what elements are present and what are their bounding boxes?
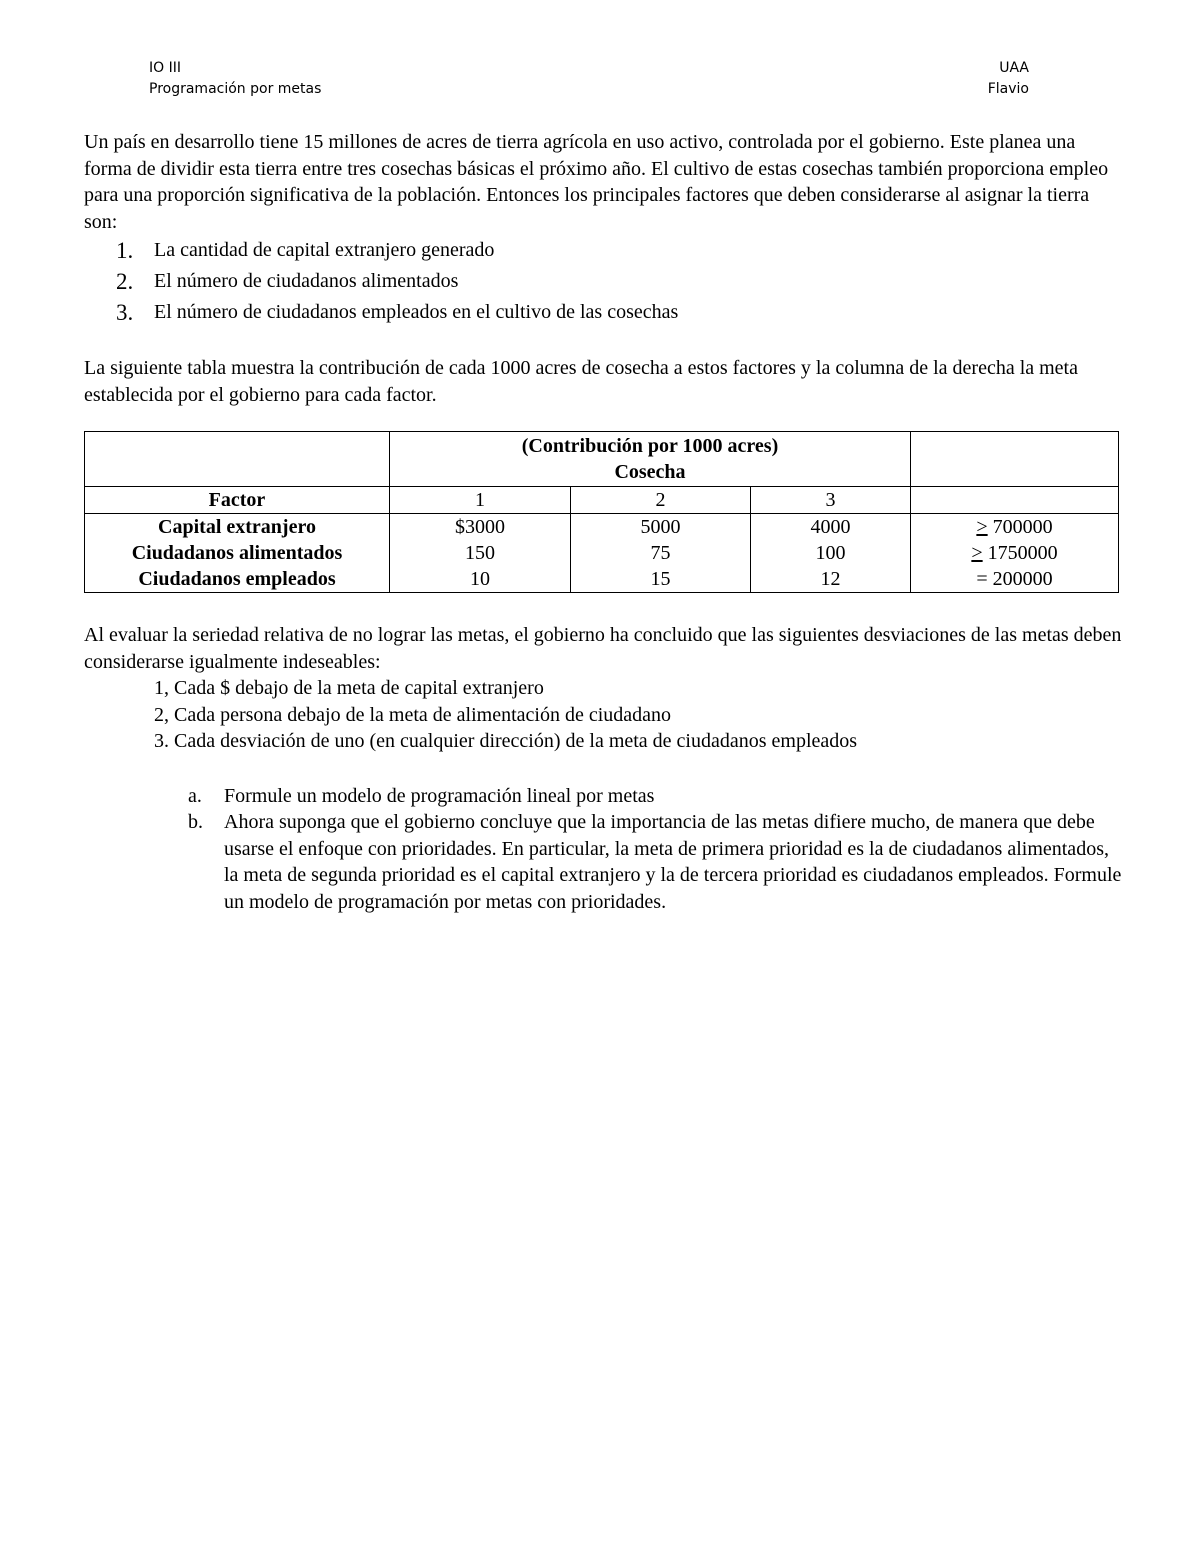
table-cell: 100 [751,540,911,566]
row-factor: Capital extranjero [85,514,390,541]
question-text: Ahora suponga que el gobierno concluye que la importancia de las metas difiere mucho, de manera que debe usarse el enfoque con prioridades. En particular, la meta de primera prioridad es la de ciudadanos alimentados, la meta de segunda prioridad es el capital extranjero y la de tercera prioridad es ciudadanos empleados. Formule un modelo de programación por metas con prioridades. [224,811,1122,913]
table-cell: 5000 [571,514,751,541]
goal-symbol: > [971,542,983,564]
list-text: La cantidad de capital extranjero generado [154,239,495,261]
table-cell: 150 [390,540,571,566]
question-list [84,783,1124,916]
list-number: 2. [116,269,134,294]
goal-value: 200000 [987,568,1053,590]
group-header-line1: (Contribución por 1000 acres) [521,435,779,457]
table-empty-cell [85,432,390,487]
table-row [85,514,1119,541]
table-group-header [390,432,911,487]
course-name: IO III [149,60,181,76]
question-item [84,809,1124,915]
topic-name: Programación por metas [149,81,322,97]
list-item [84,235,1124,266]
list-item [84,297,1124,328]
intro-paragraph: Un país en desarrollo tiene 15 millones de acres de tierra agrícola en uso activo, controlada por el gobierno. Este planea una forma de dividir esta tierra entre tres cosechas básicas el próximo año. El cultivo de estas cosechas también proporciona empleo para una proporción significativa de la población. Entonces los principales factores que deben considerarse al asignar la tierra son: [84,131,1109,233]
list-number: 1. [116,238,134,263]
list-number: 3. [116,300,134,325]
table-row [85,566,1119,593]
table-cell: 4000 [751,514,911,541]
list-item: 2, Cada persona debajo de la meta de alimentación de ciudadano [154,703,672,726]
question-text: Formule un modelo de programación lineal por metas [224,784,655,807]
table-cell: 10 [390,566,571,593]
row-factor: Ciudadanos alimentados [85,540,390,566]
goal-cell [911,514,1119,541]
table-empty-cell [911,432,1119,487]
question-label: a. [188,784,202,807]
list-text: El número de ciudadanos alimentados [154,270,459,292]
goal-header [911,487,1119,514]
document-body [84,129,1124,915]
row-factor: Ciudadanos empleados [85,566,390,593]
list-text: El número de ciudadanos empleados en el cultivo de las cosechas [154,301,679,323]
list-item: 3. Cada desviación de uno (en cualquier dirección) de la meta de ciudadanos empleados [154,730,858,752]
table-cell: 12 [751,566,911,593]
goal-value: 1750000 [982,542,1058,564]
factor-header: Factor [85,487,390,514]
table-cell: 15 [571,566,751,593]
goal-symbol: > [976,516,988,538]
goal-symbol: = [976,568,988,590]
table-intro: La siguiente tabla muestra la contribución de cada 1000 acres de cosecha a estos factores y la columna de la derecha la meta establecida por el gobierno para cada factor. [84,357,1078,406]
group-header-line2: Cosecha [614,461,686,483]
factor-list [84,235,1124,328]
page-header [149,58,1029,100]
crop-header: 1 [390,487,571,514]
table-row [85,540,1119,566]
list-item: 1, Cada $ debajo de la meta de capital extranjero [154,677,544,699]
goal-value: 700000 [987,516,1053,538]
deviation-intro: Al evaluar la seriedad relativa de no lograr las metas, el gobierno ha concluido que las siguientes desviaciones de las metas deben considerarse igualmente indeseables: [84,624,1122,673]
table-cell: 75 [571,540,751,566]
goal-cell [911,566,1119,593]
deviation-list [84,675,1124,755]
contribution-table [84,431,1119,593]
table-cell: $3000 [390,514,571,541]
author-name: Flavio [987,81,1029,97]
crop-header: 3 [751,487,911,514]
institution: UAA [999,60,1029,76]
crop-header: 2 [571,487,751,514]
goal-cell [911,540,1119,566]
list-item [84,266,1124,297]
question-item [84,783,1124,810]
question-label: b. [188,811,203,833]
